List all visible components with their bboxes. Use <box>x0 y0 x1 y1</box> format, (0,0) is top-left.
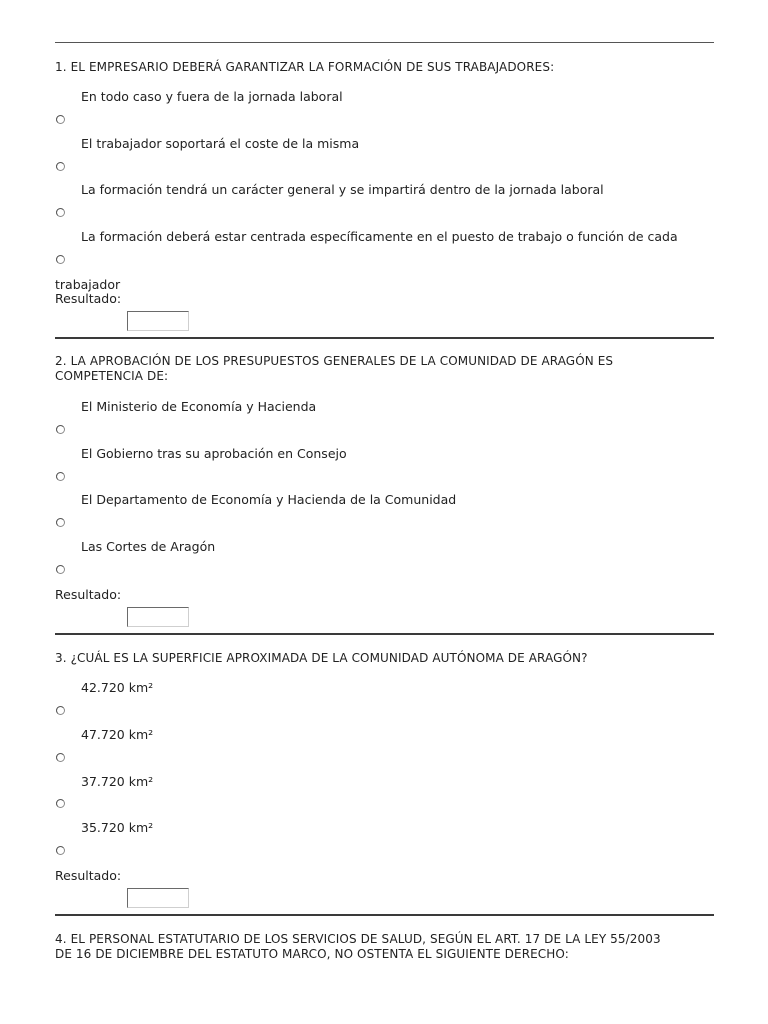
q3-option-3-label: 37.720 km² <box>81 774 154 789</box>
q1-option-3-radio[interactable] <box>56 208 65 217</box>
q2-option-4-label: Las Cortes de Aragón <box>81 539 216 554</box>
q1-divider <box>55 337 714 339</box>
q2-divider <box>55 633 714 635</box>
q1-option-4-radio[interactable] <box>56 255 65 264</box>
question-3-text: 3. ¿CUÁL ES LA SUPERFICIE APROXIMADA DE LA COMUNIDAD AUTÓNOMA DE ARAGÓN? <box>55 651 588 665</box>
q1-option-4-continuation: trabajador <box>55 277 121 292</box>
q1-option-2-label: El trabajador soportará el coste de la misma <box>81 136 360 151</box>
q3-option-4-label: 35.720 km² <box>81 820 154 835</box>
q2-option-2-radio[interactable] <box>56 472 65 481</box>
q1-option-1-radio[interactable] <box>56 115 65 124</box>
q3-option-2-label: 47.720 km² <box>81 727 154 742</box>
q3-option-1-label: 42.720 km² <box>81 680 154 695</box>
q1-option-2-radio[interactable] <box>56 162 65 171</box>
q3-option-2-radio[interactable] <box>56 753 65 762</box>
q2-option-1-label: El Ministerio de Economía y Hacienda <box>81 399 317 414</box>
q1-option-1-label: En todo caso y fuera de la jornada laboral <box>81 89 343 104</box>
q2-option-2-label: El Gobierno tras su aprobación en Consejo <box>81 446 347 461</box>
q1-result-label: Resultado: <box>55 291 122 306</box>
q2-option-1-radio[interactable] <box>56 425 65 434</box>
q1-result-input[interactable] <box>127 311 189 331</box>
q1-option-4-label: La formación deberá estar centrada específicamente en el puesto de trabajo o función de cada <box>81 229 678 244</box>
q3-result-input[interactable] <box>127 888 189 908</box>
question-1-text: 1. EL EMPRESARIO DEBERÁ GARANTIZAR LA FORMACIÓN DE SUS TRABAJADORES: <box>55 60 555 74</box>
q3-divider <box>55 914 714 916</box>
q3-option-3-radio[interactable] <box>56 799 65 808</box>
question-4-text-line2: DE 16 DE DICIEMBRE DEL ESTATUTO MARCO, NO OSTENTA EL SIGUIENTE DERECHO: <box>55 947 569 961</box>
q3-result-label: Resultado: <box>55 868 122 883</box>
question-2-text-line1: 2. LA APROBACIÓN DE LOS PRESUPUESTOS GENERALES DE LA COMUNIDAD DE ARAGÓN ES <box>55 354 614 368</box>
question-4-text-line1: 4. EL PERSONAL ESTATUTARIO DE LOS SERVICIOS DE SALUD, SEGÚN EL ART. 17 DE LA LEY 55/2003 <box>55 932 661 946</box>
q2-option-3-radio[interactable] <box>56 518 65 527</box>
q2-result-label: Resultado: <box>55 587 122 602</box>
q3-option-4-radio[interactable] <box>56 846 65 855</box>
q1-option-3-label: La formación tendrá un carácter general y se impartirá dentro de la jornada laboral <box>81 182 604 197</box>
top-divider <box>55 42 714 43</box>
question-2-text-line2: COMPETENCIA DE: <box>55 369 169 383</box>
question-4-text <box>55 932 715 962</box>
q2-option-4-radio[interactable] <box>56 565 65 574</box>
question-2-text <box>55 354 715 384</box>
q2-option-3-label: El Departamento de Economía y Hacienda de la Comunidad <box>81 492 457 507</box>
q3-option-1-radio[interactable] <box>56 706 65 715</box>
q2-result-input[interactable] <box>127 607 189 627</box>
